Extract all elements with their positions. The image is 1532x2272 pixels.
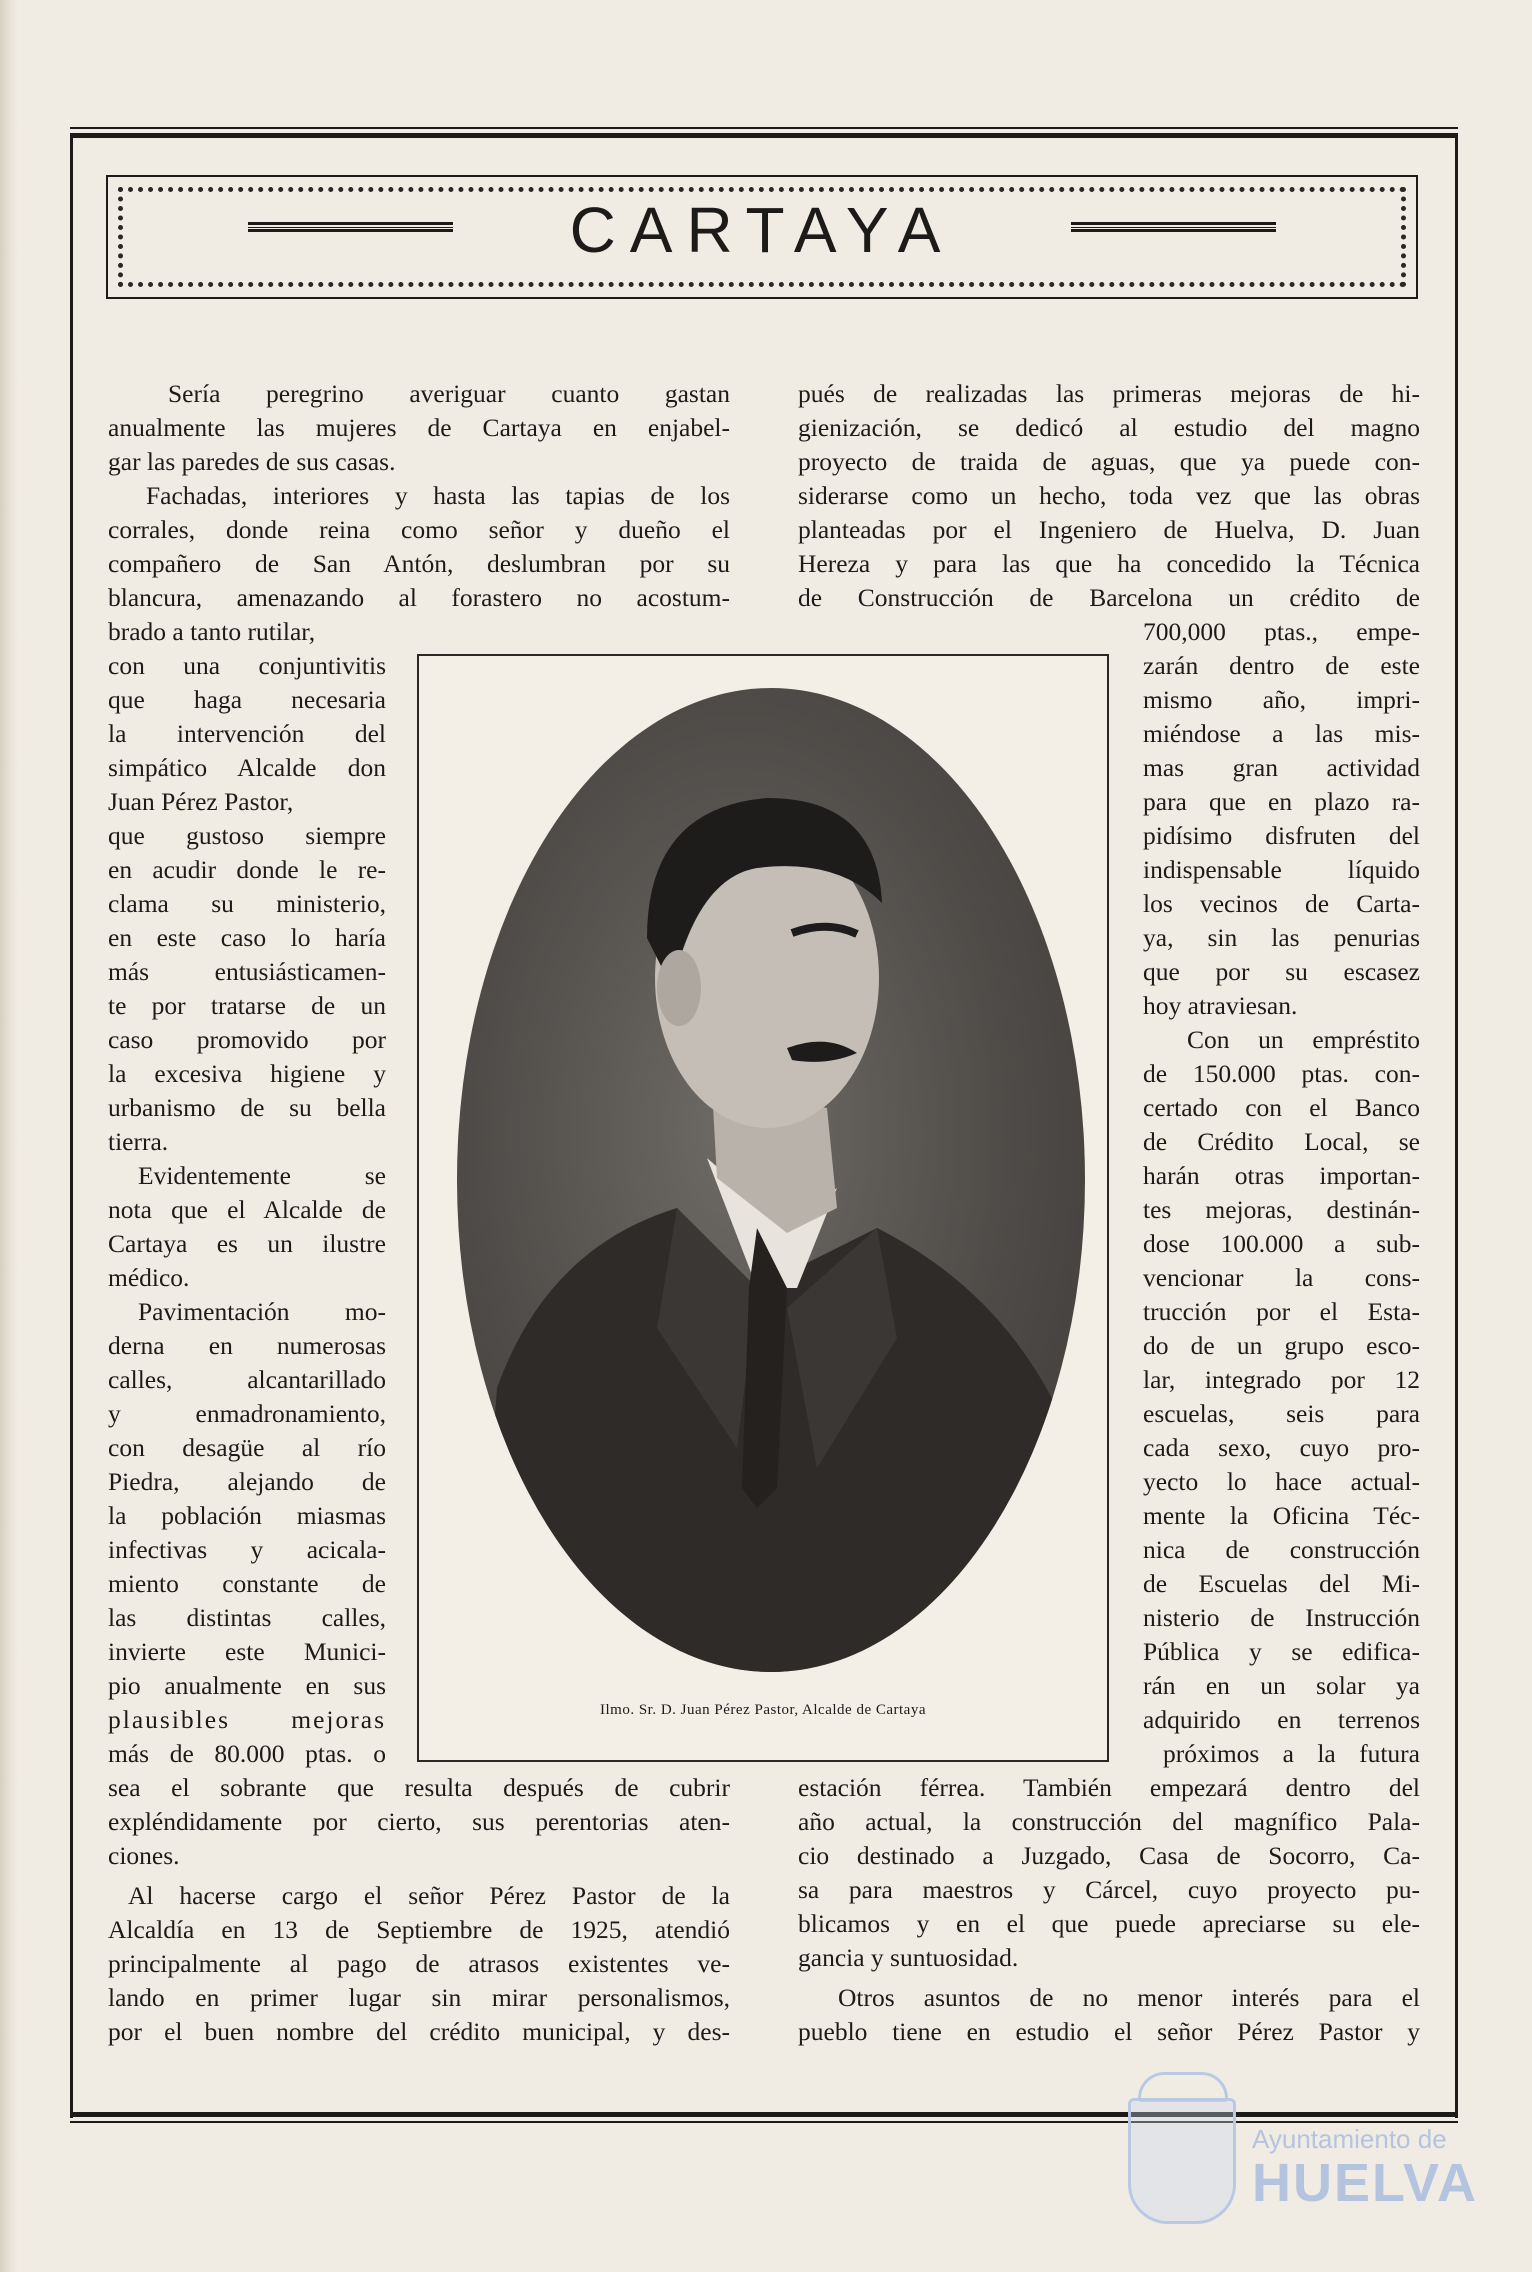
text-line: compañero de San Antón, deslumbran por su — [108, 549, 730, 578]
page-title: CARTAYA — [569, 194, 955, 266]
watermark-text-top: Ayuntamiento de — [1252, 2124, 1447, 2154]
text-line: cada sexo, cuyo pro- — [1143, 1433, 1420, 1462]
text-line: pués de realizadas las primeras mejoras de hi- — [798, 379, 1420, 408]
text-line: planteadas por el Ingeniero de Huelva, D. Juan — [798, 515, 1420, 544]
text-line: mas gran actividad — [1143, 753, 1420, 782]
text-line: cio destinado a Juzgado, Casa de Socorro, Ca- — [798, 1841, 1420, 1870]
text-line: miéndose a las mis- — [1143, 719, 1420, 748]
text-line: clama su ministerio, — [108, 889, 386, 918]
text-line: para que en plazo ra- — [1143, 787, 1420, 816]
text-line: te por tratarse de un — [108, 991, 386, 1020]
text-line: blancura, amenazando al forastero no acostum- — [108, 583, 730, 612]
text-line: nota que el Alcalde de — [108, 1195, 386, 1224]
text-line: pidísimo disfruten del — [1143, 821, 1420, 850]
text-line: infectivas y acicala- — [108, 1535, 386, 1564]
text-line: tes mejoras, destinán- — [1143, 1195, 1420, 1224]
text-line: caso promovido por — [108, 1025, 386, 1054]
right-frame-rule — [1455, 133, 1458, 2118]
text-line: pio anualmente en sus — [108, 1671, 386, 1700]
text-line: Evidentemente se — [138, 1161, 386, 1190]
text-line: trucción por el Esta- — [1143, 1297, 1420, 1326]
text-line: nica de construcción — [1143, 1535, 1420, 1564]
text-line: mente la Oficina Téc- — [1143, 1501, 1420, 1530]
text-line: plausibles mejoras — [108, 1705, 386, 1734]
text-line: Al hacerse cargo el señor Pérez Pastor de la — [128, 1881, 730, 1910]
text-line: mismo año, impri- — [1143, 685, 1420, 714]
text-line: con una conjuntivitis — [108, 651, 386, 680]
text-line: de Construcción de Barcelona un crédito de — [798, 583, 1420, 612]
text-line: la excesiva higiene y — [108, 1059, 386, 1088]
text-line: en acudir donde le re- — [108, 855, 386, 884]
text-line: Con un empréstito — [1187, 1025, 1420, 1054]
text-line: hoy atraviesan. — [1143, 991, 1298, 1020]
text-line: más de 80.000 ptas. o — [108, 1739, 386, 1768]
text-line: estación férrea. También empezará dentro del — [798, 1773, 1420, 1802]
text-line: que por su escasez — [1143, 957, 1420, 986]
text-line: lando en primer lugar sin mirar personalismos, — [108, 1983, 730, 2012]
text-line: de 150.000 ptas. con- — [1143, 1059, 1420, 1088]
text-line: Sería peregrino averiguar cuanto gastan — [168, 379, 730, 408]
text-line: nisterio de Instrucción — [1143, 1603, 1420, 1632]
text-line: y enmadronamiento, — [108, 1399, 386, 1428]
text-line: gienización, se dedicó al estudio del magno — [798, 413, 1420, 442]
text-line: proyecto de traida de aguas, que ya puede con- — [798, 447, 1420, 476]
text-line: sa para maestros y Cárcel, cuyo proyecto pu- — [798, 1875, 1420, 1904]
text-line: en este caso lo haría — [108, 923, 386, 952]
text-line: Otros asuntos de no menor interés para el — [838, 1983, 1420, 2012]
text-line: principalmente al pago de atrasos existentes ve- — [108, 1949, 730, 1978]
text-line: Pavimentación mo- — [138, 1297, 386, 1326]
bottom-rule-thin — [70, 2121, 1458, 2123]
text-line: harán otras importan- — [1143, 1161, 1420, 1190]
text-line: próximos a la futura — [1163, 1739, 1420, 1768]
text-line: las distintas calles, — [108, 1603, 386, 1632]
text-line: miento constante de — [108, 1569, 386, 1598]
left-frame-rule — [70, 133, 73, 2118]
text-line: invierte este Munici- — [108, 1637, 386, 1666]
text-line: Alcaldía en 13 de Septiembre de 1925, atendió — [108, 1915, 730, 1944]
text-line: de Crédito Local, se — [1143, 1127, 1420, 1156]
text-line: urbanismo de su bella — [108, 1093, 386, 1122]
text-line: siderarse como un hecho, toda vez que las obras — [798, 481, 1420, 510]
text-line: los vecinos de Carta- — [1143, 889, 1420, 918]
text-line: do de un grupo esco- — [1143, 1331, 1420, 1360]
text-line: escuelas, seis para — [1143, 1399, 1420, 1428]
text-line: indispensable líquido — [1143, 855, 1420, 884]
top-rule-thick — [70, 133, 1458, 138]
text-line: certado con el Banco — [1143, 1093, 1420, 1122]
text-line: adquirido en terrenos — [1143, 1705, 1420, 1734]
text-line: ya, sin las penurias — [1143, 923, 1420, 952]
text-line: lar, integrado por 12 — [1143, 1365, 1420, 1394]
watermark-text-bottom: HUELVA — [1252, 2153, 1478, 2213]
watermark-shield-icon — [1128, 2098, 1236, 2224]
text-line: de Escuelas del Mi- — [1143, 1569, 1420, 1598]
title-box — [106, 175, 1418, 299]
text-line: que gustoso siempre — [108, 821, 386, 850]
text-line: derna en numerosas — [108, 1331, 386, 1360]
bottom-rule-thick — [70, 2112, 1458, 2117]
text-line: Hereza y para las que ha concedido la Técnica — [798, 549, 1420, 578]
text-line: rán en un solar ya — [1143, 1671, 1420, 1700]
text-line: Cartaya es un ilustre — [108, 1229, 386, 1258]
text-line: Pública y se edifica- — [1143, 1637, 1420, 1666]
text-line: 700,000 ptas., empe- — [1143, 617, 1420, 646]
text-line: por el buen nombre del crédito municipal, y des- — [108, 2017, 730, 2046]
page-binding-shadow — [0, 0, 18, 2272]
text-line: vencionar la cons- — [1143, 1263, 1420, 1292]
text-line: ciones. — [108, 1841, 180, 1870]
text-line: brado a tanto rutilar, — [108, 617, 316, 646]
text-line: Juan Pérez Pastor, — [108, 787, 294, 816]
text-line: que haga necesaria — [108, 685, 386, 714]
text-line: simpático Alcalde don — [108, 753, 386, 782]
text-line: zarán dentro de este — [1143, 651, 1420, 680]
text-line: tierra. — [108, 1127, 169, 1156]
portrait-caption: Ilmo. Sr. D. Juan Pérez Pastor, Alcalde de Cartaya — [600, 1702, 926, 1718]
text-line: Piedra, alejando de — [108, 1467, 386, 1496]
text-line: Fachadas, interiores y hasta las tapias de los — [146, 481, 730, 510]
text-line: la intervención del — [108, 719, 386, 748]
text-line: calles, alcantarillado — [108, 1365, 386, 1394]
text-line: con desagüe al río — [108, 1433, 386, 1462]
text-line: yecto lo hace actual- — [1143, 1467, 1420, 1496]
text-line: gar las paredes de sus casas. — [108, 447, 396, 476]
text-line: gancia y suntuosidad. — [798, 1943, 1019, 1972]
text-line: sea el sobrante que resulta después de cubrir — [108, 1773, 730, 1802]
text-line: anualmente las mujeres de Cartaya en enjabel- — [108, 413, 730, 442]
title-ornament-right — [1071, 222, 1276, 232]
text-line: más entusiásticamen- — [108, 957, 386, 986]
text-line: dose 100.000 a sub- — [1143, 1229, 1420, 1258]
text-line: año actual, la construcción del magnífico Pala- — [798, 1807, 1420, 1836]
text-line: expléndidamente por cierto, sus perentorias aten- — [108, 1807, 730, 1836]
text-line: blicamos y en el que puede apreciarse su ele- — [798, 1909, 1420, 1938]
portrait-photo — [457, 688, 1085, 1672]
text-line: corrales, donde reina como señor y dueño el — [108, 515, 730, 544]
text-line: pueblo tiene en estudio el señor Pérez Pastor y — [798, 2017, 1420, 2046]
portrait-figure — [457, 688, 1085, 1672]
top-rule-thin — [70, 127, 1458, 129]
text-line: la población miasmas — [108, 1501, 386, 1530]
text-line: médico. — [108, 1263, 190, 1292]
